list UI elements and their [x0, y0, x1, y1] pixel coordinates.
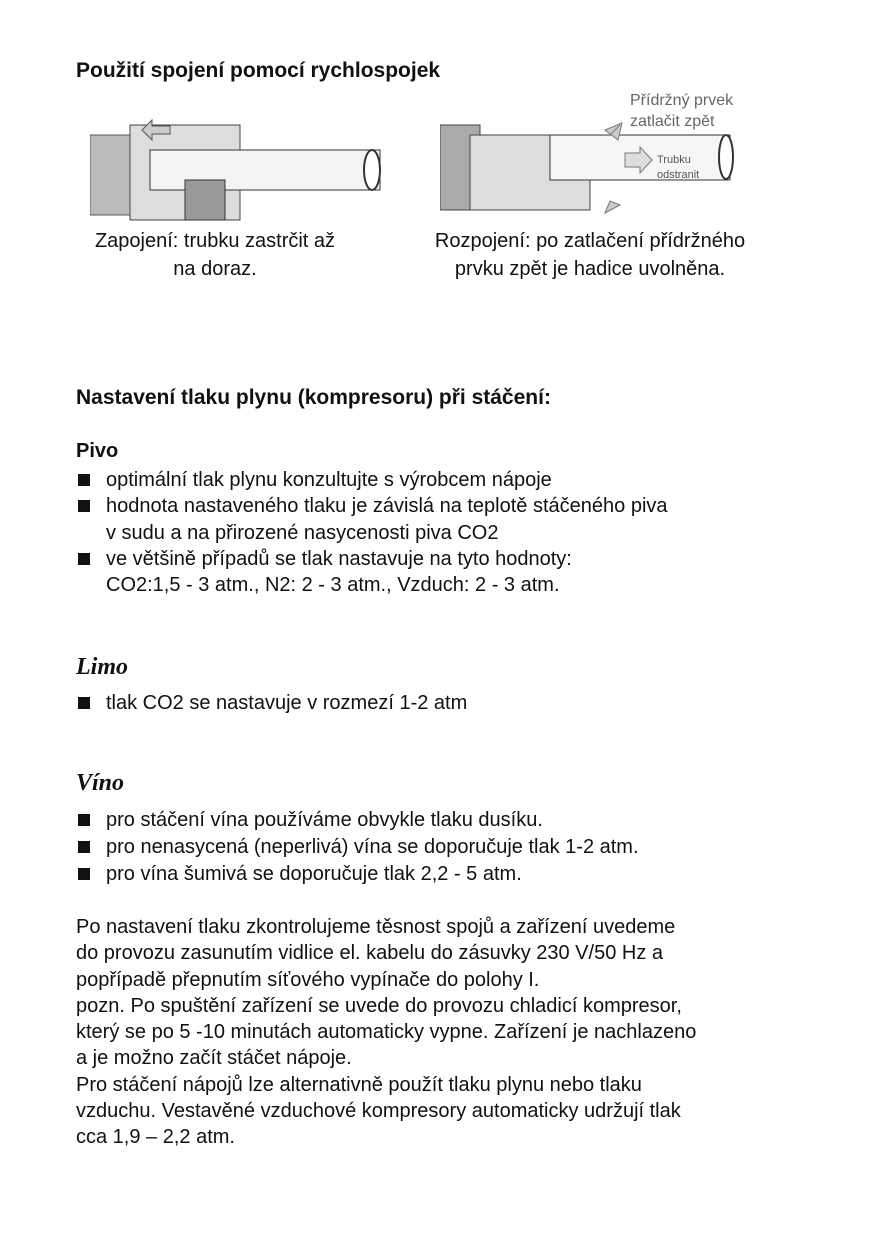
- bullet-square-icon: [78, 553, 90, 565]
- limo-list: [76, 690, 467, 716]
- pivo-heading: Pivo: [76, 440, 119, 462]
- paragraph-line: a je možno začít stáčet nápoje.: [76, 1047, 352, 1070]
- limo-heading: Limo: [76, 654, 128, 680]
- list-item: [76, 493, 668, 546]
- list-item: [76, 690, 467, 716]
- label-line: zatlačit zpět: [630, 113, 715, 130]
- caption-line: Rozpojení: po zatlačení přídržného: [434, 230, 746, 252]
- caption-line: Zapojení: trubku zastrčit až: [94, 230, 336, 252]
- label-line: Přídržný prvek: [630, 92, 734, 109]
- item-text: pro vína šumivá se doporučuje tlak 2,2 - 5 atm.: [106, 863, 522, 885]
- vino-heading: Víno: [76, 770, 125, 796]
- item-text: ve většině případů se tlak nastavuje na tyto hodnoty:: [106, 547, 572, 570]
- label-line: odstranit: [657, 169, 700, 181]
- list-item: [76, 807, 639, 834]
- item-text: hodnota nastaveného tlaku je závislá na teplotě stáčeného piva: [106, 495, 668, 518]
- arrow-push-icon: [605, 201, 620, 213]
- list-item: [76, 861, 639, 888]
- paragraph-line: pozn. Po spuštění zařízení se uvede do provozu chladicí kompresor,: [76, 994, 682, 1017]
- pressure-heading: Nastavení tlaku plynu (kompresoru) při stáčení:: [76, 386, 551, 409]
- caption-line: na doraz.: [173, 258, 257, 280]
- bullet-square-icon: [78, 868, 90, 880]
- quick-connector-insert-illustration: [90, 110, 390, 225]
- bullet-square-icon: [78, 500, 90, 512]
- operation-paragraph: [76, 914, 696, 1151]
- paragraph-line: do provozu zasunutím vidlice el. kabelu do zásuvky 230 V/50 Hz a: [76, 942, 663, 965]
- retainer-label: [630, 90, 733, 132]
- pivo-list: [76, 467, 668, 598]
- item-text: tlak CO2 se nastavuje v rozmezí 1-2 atm: [106, 692, 468, 714]
- bullet-square-icon: [78, 841, 90, 853]
- vino-list: [76, 807, 639, 888]
- insert-caption: [60, 227, 370, 283]
- bullet-square-icon: [78, 697, 90, 709]
- item-text: pro nenasycená (neperlivá) vína se doporučuje tlak 1-2 atm.: [106, 836, 639, 858]
- caption-line: prvku zpět je hadice uvolněna.: [454, 258, 726, 280]
- item-text: v sudu a na přirozené nasycenosti piva CO2: [106, 521, 499, 544]
- paragraph-line: vzduchu. Vestavěné vzduchové kompresory automaticky udržují tlak: [76, 1100, 681, 1123]
- label-line: Trubku: [657, 154, 691, 166]
- item-text: optimální tlak plynu konzultujte s výrobcem nápoje: [106, 469, 552, 491]
- release-caption: [400, 227, 780, 283]
- paragraph-line: Po nastavení tlaku zkontrolujeme těsnost spojů a zařízení uvedeme: [76, 916, 676, 938]
- tube-label: [657, 153, 699, 183]
- item-text: pro stáčení vína používáme obvykle tlaku dusíku.: [106, 809, 543, 831]
- list-item: [76, 546, 668, 599]
- page-title: Použití spojení pomocí rychlospojek: [76, 59, 441, 82]
- paragraph-line: popřípadě přepnutím síťového vypínače do polohy I.: [76, 968, 540, 991]
- list-item: [76, 467, 668, 493]
- bullet-square-icon: [78, 474, 90, 486]
- paragraph-line: který se po 5 -10 minutách automaticky vypne. Zařízení je nachlazeno: [76, 1021, 697, 1044]
- paragraph-line: cca 1,9 – 2,2 atm.: [76, 1126, 235, 1149]
- item-text: CO2:1,5 - 3 atm., N2: 2 - 3 atm., Vzduch: 2 - 3 atm.: [106, 574, 560, 597]
- bullet-square-icon: [78, 814, 90, 826]
- paragraph-line: Pro stáčení nápojů lze alternativně použít tlaku plynu nebo tlaku: [76, 1073, 642, 1096]
- list-item: [76, 834, 639, 861]
